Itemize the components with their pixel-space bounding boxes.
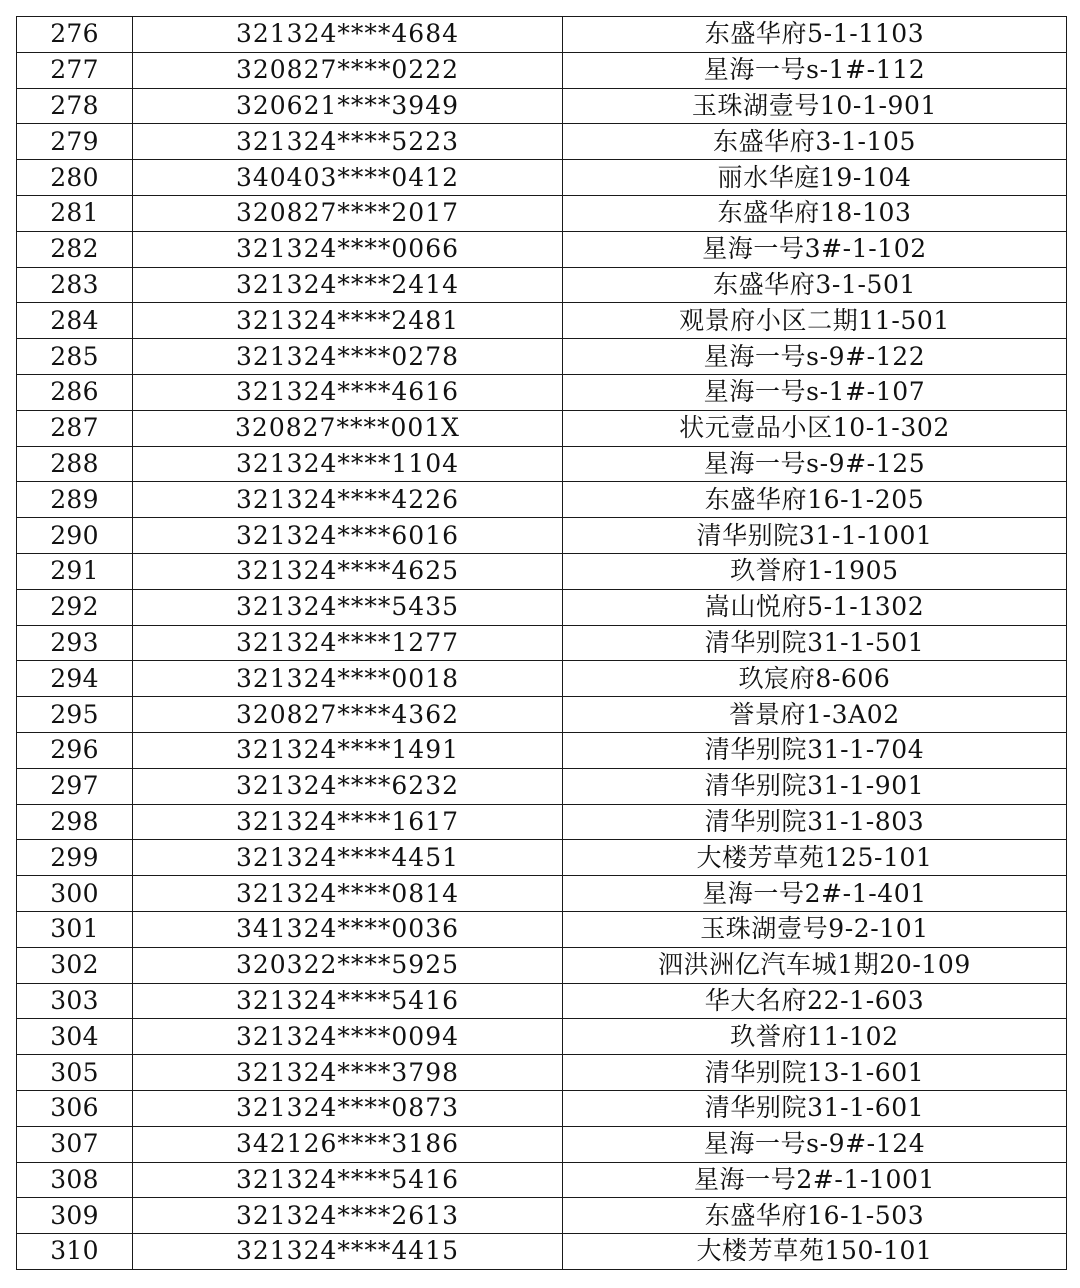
address-cell: 清华别院13-1-601 [563,1055,1067,1091]
row-number-cell: 301 [17,911,133,947]
row-number-cell: 291 [17,553,133,589]
row-number-cell: 276 [17,17,133,53]
table-row [17,697,1067,733]
address-cell: 星海一号s-1#-107 [563,374,1067,410]
address-cell: 大楼芳草苑150-101 [563,1234,1067,1270]
table-row [17,17,1067,53]
row-number-cell: 279 [17,124,133,160]
address-cell: 玖誉府1-1905 [563,553,1067,589]
id-number-cell: 320827****001X [133,410,563,446]
address-cell: 丽水华庭19-104 [563,160,1067,196]
table-row [17,768,1067,804]
id-number-cell: 321324****3798 [133,1055,563,1091]
id-number-cell: 321324****5416 [133,983,563,1019]
id-number-cell: 321324****1617 [133,804,563,840]
table-row [17,195,1067,231]
id-number-cell: 321324****4415 [133,1234,563,1270]
address-cell: 清华别院31-1-704 [563,732,1067,768]
address-cell: 星海一号3#-1-102 [563,231,1067,267]
table-row [17,518,1067,554]
id-number-cell: 321324****2613 [133,1198,563,1234]
table-row [17,1019,1067,1055]
row-number-cell: 299 [17,840,133,876]
table-row [17,732,1067,768]
table-row [17,804,1067,840]
table-row [17,339,1067,375]
id-number-cell: 320621****3949 [133,88,563,124]
row-number-cell: 306 [17,1090,133,1126]
row-number-cell: 281 [17,195,133,231]
table-row [17,52,1067,88]
address-cell: 玖誉府11-102 [563,1019,1067,1055]
row-number-cell: 283 [17,267,133,303]
address-cell: 清华别院31-1-501 [563,625,1067,661]
id-number-cell: 321324****0873 [133,1090,563,1126]
id-number-cell: 321324****0094 [133,1019,563,1055]
row-number-cell: 298 [17,804,133,840]
table-row [17,661,1067,697]
row-number-cell: 303 [17,983,133,1019]
row-number-cell: 308 [17,1162,133,1198]
id-number-cell: 320827****0222 [133,52,563,88]
table-row [17,410,1067,446]
table-row [17,1198,1067,1234]
address-cell: 星海一号2#-1-1001 [563,1162,1067,1198]
address-cell: 观景府小区二期11-501 [563,303,1067,339]
id-number-cell: 321324****6016 [133,518,563,554]
address-cell: 东盛华府3-1-105 [563,124,1067,160]
table-row [17,1090,1067,1126]
address-cell: 清华别院31-1-601 [563,1090,1067,1126]
address-cell: 玖宸府8-606 [563,661,1067,697]
address-cell: 玉珠湖壹号10-1-901 [563,88,1067,124]
address-cell: 星海一号2#-1-401 [563,876,1067,912]
address-cell: 清华别院31-1-901 [563,768,1067,804]
row-number-cell: 277 [17,52,133,88]
roster-table [16,16,1067,1270]
table-row [17,840,1067,876]
id-number-cell: 321324****4451 [133,840,563,876]
address-cell: 泗洪洲亿汽车城1期20-109 [563,947,1067,983]
id-number-cell: 321324****4226 [133,482,563,518]
table-row [17,589,1067,625]
row-number-cell: 288 [17,446,133,482]
address-cell: 星海一号s-9#-122 [563,339,1067,375]
row-number-cell: 282 [17,231,133,267]
address-cell: 东盛华府16-1-503 [563,1198,1067,1234]
id-number-cell: 321324****2481 [133,303,563,339]
table-row [17,983,1067,1019]
row-number-cell: 295 [17,697,133,733]
address-cell: 东盛华府3-1-501 [563,267,1067,303]
table-row [17,1162,1067,1198]
id-number-cell: 320827****4362 [133,697,563,733]
id-number-cell: 321324****5416 [133,1162,563,1198]
address-cell: 星海一号s-9#-124 [563,1126,1067,1162]
address-cell: 东盛华府18-103 [563,195,1067,231]
id-number-cell: 321324****4625 [133,553,563,589]
row-number-cell: 304 [17,1019,133,1055]
table-row [17,374,1067,410]
address-cell: 大楼芳草苑125-101 [563,840,1067,876]
row-number-cell: 305 [17,1055,133,1091]
address-cell: 誉景府1-3A02 [563,697,1067,733]
row-number-cell: 300 [17,876,133,912]
row-number-cell: 285 [17,339,133,375]
row-number-cell: 294 [17,661,133,697]
id-number-cell: 321324****1104 [133,446,563,482]
row-number-cell: 297 [17,768,133,804]
row-number-cell: 309 [17,1198,133,1234]
row-number-cell: 310 [17,1234,133,1270]
row-number-cell: 280 [17,160,133,196]
table-row [17,625,1067,661]
address-cell: 东盛华府5-1-1103 [563,17,1067,53]
id-number-cell: 340403****0412 [133,160,563,196]
address-cell: 状元壹品小区10-1-302 [563,410,1067,446]
id-number-cell: 321324****5435 [133,589,563,625]
table-row [17,88,1067,124]
table-row [17,303,1067,339]
id-number-cell: 321324****4616 [133,374,563,410]
id-number-cell: 321324****2414 [133,267,563,303]
id-number-cell: 321324****0018 [133,661,563,697]
address-cell: 玉珠湖壹号9-2-101 [563,911,1067,947]
row-number-cell: 289 [17,482,133,518]
row-number-cell: 284 [17,303,133,339]
table-row [17,267,1067,303]
table-row [17,482,1067,518]
table-row [17,1055,1067,1091]
row-number-cell: 292 [17,589,133,625]
row-number-cell: 286 [17,374,133,410]
table-row [17,947,1067,983]
address-cell: 星海一号s-9#-125 [563,446,1067,482]
row-number-cell: 307 [17,1126,133,1162]
address-cell: 清华别院31-1-1001 [563,518,1067,554]
address-cell: 华大名府22-1-603 [563,983,1067,1019]
row-number-cell: 293 [17,625,133,661]
id-number-cell: 321324****4684 [133,17,563,53]
address-cell: 清华别院31-1-803 [563,804,1067,840]
table-row [17,160,1067,196]
row-number-cell: 278 [17,88,133,124]
id-number-cell: 341324****0036 [133,911,563,947]
row-number-cell: 287 [17,410,133,446]
table-row [17,1234,1067,1270]
roster-table-body [17,17,1067,1270]
id-number-cell: 320827****2017 [133,195,563,231]
table-row [17,876,1067,912]
row-number-cell: 302 [17,947,133,983]
row-number-cell: 296 [17,732,133,768]
table-row [17,231,1067,267]
row-number-cell: 290 [17,518,133,554]
id-number-cell: 320322****5925 [133,947,563,983]
id-number-cell: 321324****5223 [133,124,563,160]
id-number-cell: 321324****1277 [133,625,563,661]
table-row [17,446,1067,482]
address-cell: 嵩山悦府5-1-1302 [563,589,1067,625]
id-number-cell: 321324****0814 [133,876,563,912]
id-number-cell: 321324****0066 [133,231,563,267]
address-cell: 星海一号s-1#-112 [563,52,1067,88]
table-row [17,1126,1067,1162]
table-row [17,911,1067,947]
id-number-cell: 321324****1491 [133,732,563,768]
address-cell: 东盛华府16-1-205 [563,482,1067,518]
id-number-cell: 342126****3186 [133,1126,563,1162]
table-row [17,124,1067,160]
table-row [17,553,1067,589]
id-number-cell: 321324****0278 [133,339,563,375]
id-number-cell: 321324****6232 [133,768,563,804]
